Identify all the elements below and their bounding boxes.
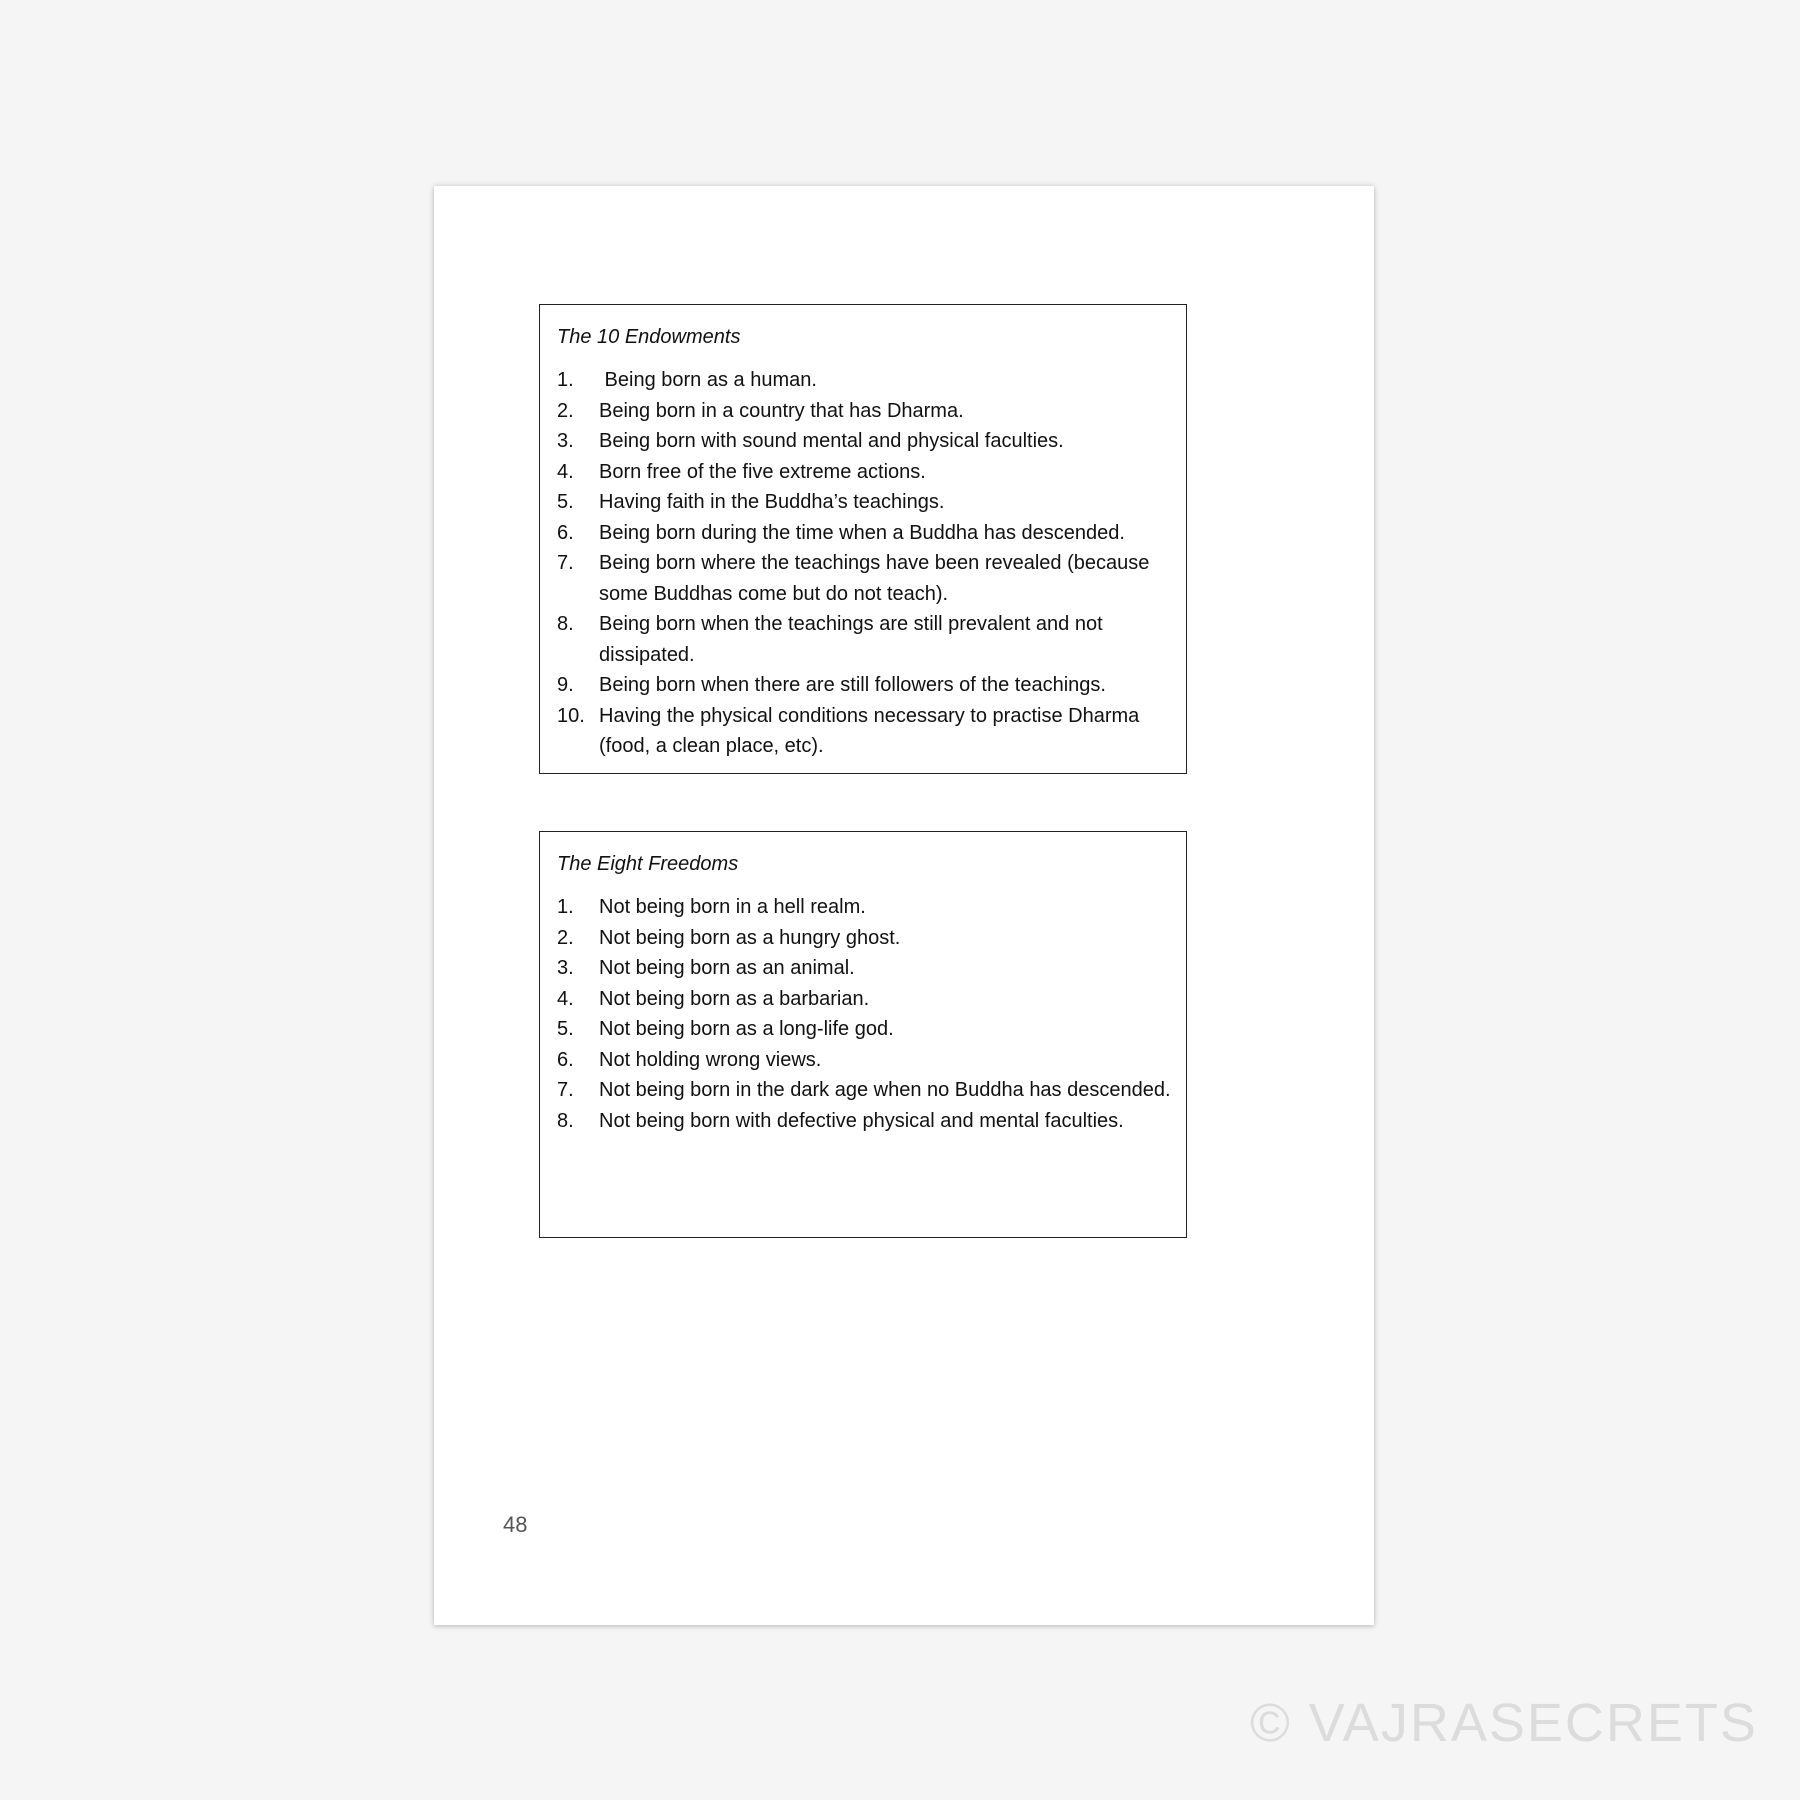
- item-number: 9.: [557, 674, 574, 696]
- item-text: Being born with sound mental and physical faculties.: [599, 430, 1064, 452]
- list-item: [557, 923, 1172, 954]
- item-text: Having faith in the Buddha’s teachings.: [599, 491, 945, 513]
- item-text: Not being born as an animal.: [599, 957, 855, 979]
- item-number: 4.: [557, 987, 574, 1010]
- item-number: 3.: [557, 957, 574, 979]
- item-text: Being born when there are still followers of the teachings.: [599, 674, 1106, 696]
- endowments-list: [557, 365, 1172, 762]
- book-page: [434, 186, 1374, 1625]
- list-item: [557, 892, 1172, 923]
- item-text: Not being born in a hell realm.: [599, 896, 866, 918]
- item-number: 8.: [557, 613, 574, 635]
- item-text: Not holding wrong views.: [599, 1048, 822, 1071]
- item-text: Born free of the five extreme actions.: [599, 460, 926, 483]
- item-text: Being born in a country that has Dharma.: [599, 399, 964, 422]
- list-item: [557, 953, 1172, 984]
- list-item: [557, 1106, 1172, 1137]
- list-item: [557, 487, 1172, 518]
- item-number: 1.: [557, 369, 574, 391]
- list-item: [557, 670, 1172, 701]
- item-number: 5.: [557, 1018, 574, 1040]
- freedoms-title: The Eight Freedoms: [557, 853, 739, 875]
- list-item: [557, 365, 1172, 396]
- list-item: [557, 1045, 1172, 1076]
- item-number: 10.: [557, 704, 585, 727]
- watermark: © VAJRASECRETS: [1250, 1693, 1758, 1753]
- item-text: Being born when the teachings are still prevalent and not dissipated.: [599, 613, 1103, 666]
- item-text: Not being born as a long-life god.: [599, 1018, 894, 1040]
- item-text: Not being born as a barbarian.: [599, 987, 870, 1010]
- freedoms-list: [557, 892, 1172, 1136]
- item-number: 2.: [557, 926, 574, 949]
- item-number: 3.: [557, 430, 574, 452]
- list-item: [557, 426, 1172, 457]
- item-number: 4.: [557, 460, 574, 483]
- item-text: Not being born in the dark age when no Buddha has descended.: [599, 1079, 1171, 1101]
- list-item: [557, 1075, 1172, 1106]
- list-item: [557, 396, 1172, 427]
- list-item: [557, 457, 1172, 488]
- freedoms-box: [539, 831, 1187, 1238]
- item-text: Having the physical conditions necessary to practise Dharma (food, a clean place, etc).: [599, 704, 1140, 757]
- item-number: 1.: [557, 896, 574, 918]
- endowments-box: [539, 304, 1187, 774]
- item-number: 5.: [557, 491, 574, 513]
- item-number: 6.: [557, 521, 574, 544]
- item-text: Being born as a human.: [599, 369, 817, 391]
- list-item: [557, 701, 1172, 762]
- endowments-title: The 10 Endowments: [557, 326, 741, 348]
- item-text: Being born during the time when a Buddha has descended.: [599, 521, 1125, 544]
- item-text: Being born where the teachings have been revealed (because some Buddhas come but do not teach).: [599, 552, 1150, 605]
- item-number: 8.: [557, 1109, 574, 1132]
- list-item: [557, 984, 1172, 1015]
- item-text: Not being born as a hungry ghost.: [599, 926, 901, 949]
- list-item: [557, 518, 1172, 549]
- item-number: 6.: [557, 1048, 574, 1071]
- item-number: 2.: [557, 399, 574, 422]
- item-text: Not being born with defective physical and mental faculties.: [599, 1109, 1124, 1132]
- list-item: [557, 609, 1172, 670]
- list-item: [557, 1014, 1172, 1045]
- item-number: 7.: [557, 552, 574, 574]
- item-number: 7.: [557, 1079, 574, 1101]
- page-number: 48: [503, 1512, 528, 1537]
- list-item: [557, 548, 1172, 609]
